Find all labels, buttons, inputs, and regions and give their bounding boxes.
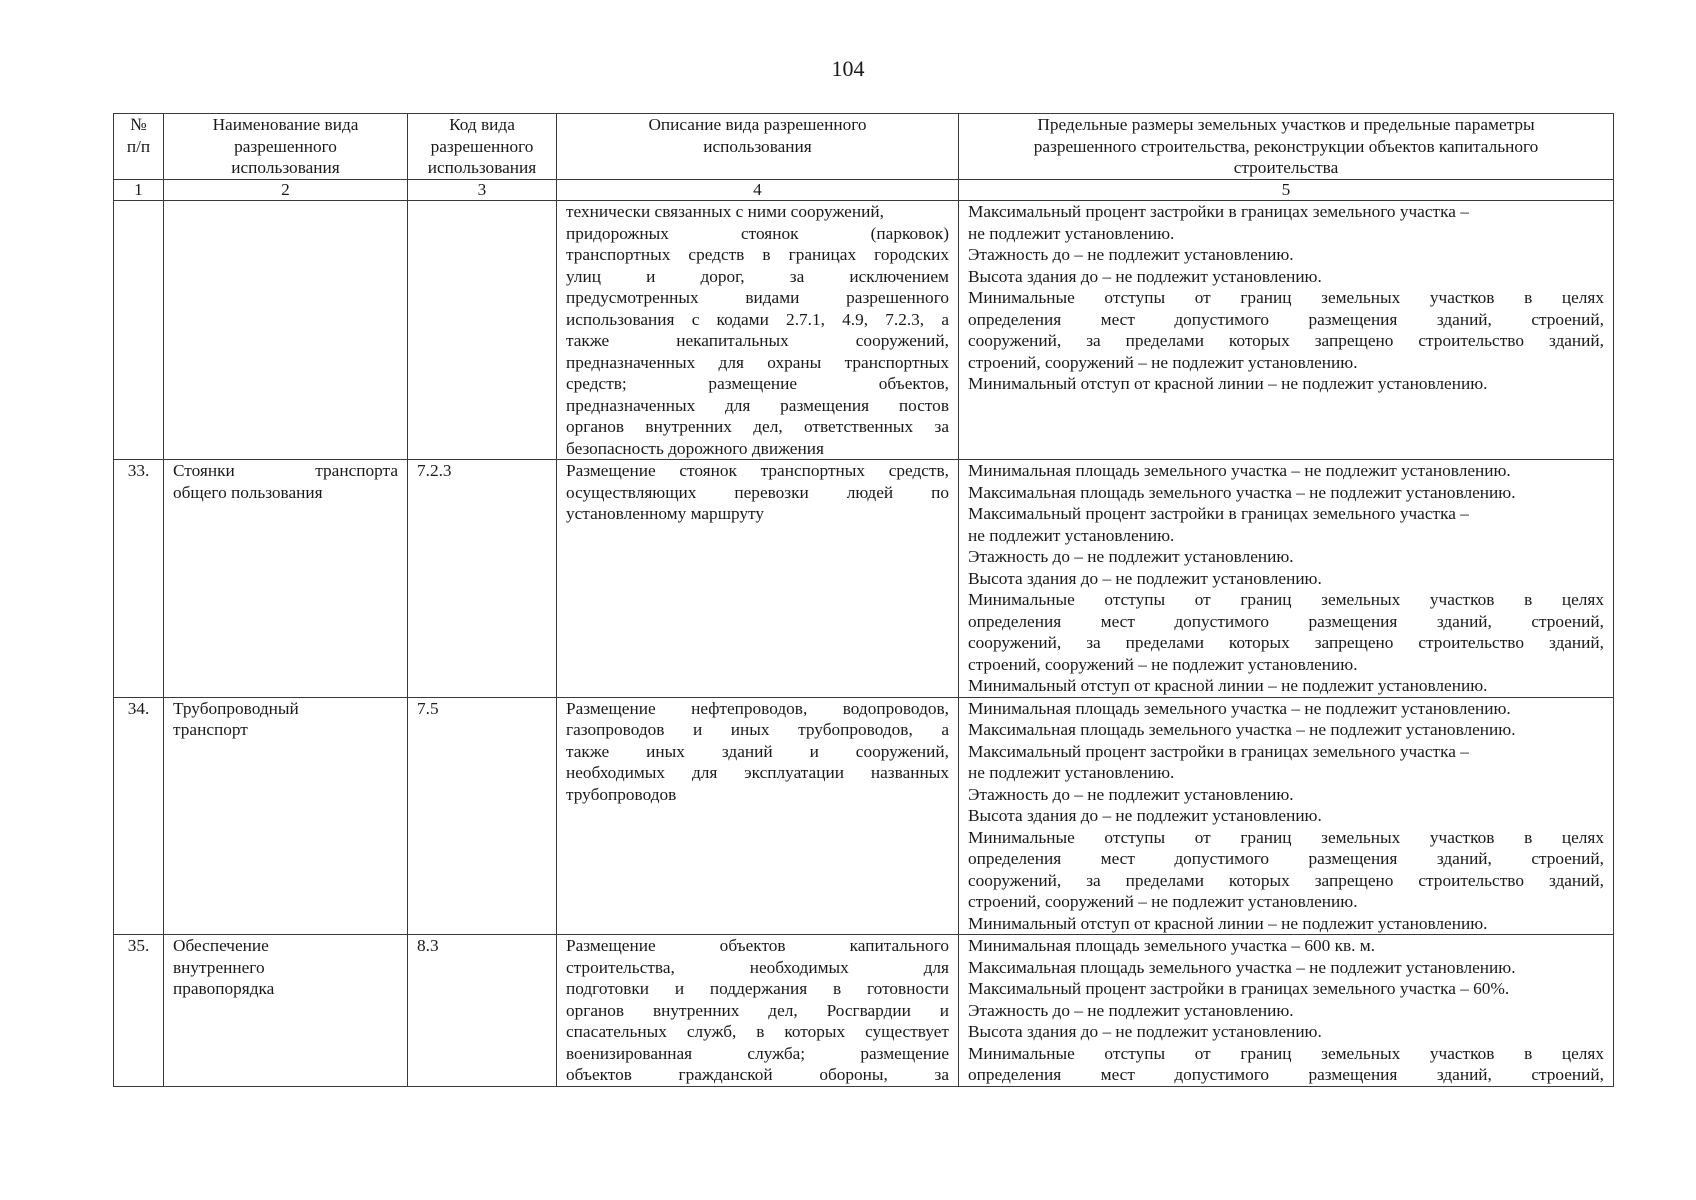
limit-parameters-cell — [959, 697, 1614, 935]
parameter-line: не подлежит установлению. — [968, 763, 1175, 782]
column-number: 3 — [408, 180, 557, 201]
parameter-line: строений, сооружений – не подлежит установлению. — [968, 352, 1358, 372]
description-line: установленному маршруту — [566, 504, 765, 523]
column-number: 2 — [164, 180, 408, 201]
table-row — [114, 201, 1614, 460]
parameter-line: не подлежит установлению. — [968, 223, 1175, 243]
limit-parameters-cell — [959, 201, 1614, 460]
table-row — [114, 697, 1614, 935]
description-line: органов внутренних дел, ответственных за — [566, 417, 949, 436]
header-use-code — [408, 114, 557, 180]
description-line: органов внутренних дел, Росгвардии и — [566, 1000, 949, 1020]
description-line: транспортных средств в границах городских — [566, 245, 949, 264]
parameter-line: не подлежит установлению. — [968, 525, 1175, 545]
description-line: Размещение объектов капитального — [566, 936, 949, 955]
table-body — [114, 201, 1614, 1087]
parameter-line: Максимальный процент застройки в границах земельного участка – 60%. — [968, 979, 1510, 998]
column-number: 5 — [959, 180, 1614, 201]
parameter-line: Минимальные отступы от границ земельных участков в целях — [968, 1043, 1604, 1063]
header-line: Код вида — [449, 115, 515, 134]
use-name-line: Обеспечение — [173, 936, 269, 955]
parameter-line: Этажность до – не подлежит установлению. — [968, 245, 1294, 264]
land-use-table — [113, 113, 1614, 1087]
use-code: 7.2.3 — [408, 460, 557, 698]
parameter-line: Минимальная площадь земельного участка – 600 кв. м. — [968, 936, 1376, 955]
header-line: строительства — [1233, 158, 1339, 177]
table-row — [114, 460, 1614, 698]
description-line: предназначенных для размещения постов — [566, 395, 949, 415]
header-line: разрешенного — [234, 136, 337, 156]
parameter-line: Максимальный процент застройки в границах земельного участка – — [968, 202, 1469, 221]
description-line: также некапитальных сооружений, — [566, 331, 949, 350]
description-line: средств; размещение объектов, — [566, 374, 949, 393]
description-line: также иных зданий и сооружений, — [566, 741, 949, 761]
description-line: трубопроводов — [566, 784, 677, 804]
use-description-cell — [557, 460, 959, 698]
header-line: п/п — [126, 136, 151, 156]
parameter-line: Минимальные отступы от границ земельных участков в целях — [968, 590, 1604, 609]
description-line: Размещение стоянок транспортных средств, — [566, 461, 949, 480]
parameter-line: сооружений, за пределами которых запрещено строительство зданий, — [968, 870, 1604, 890]
use-description-cell — [557, 697, 959, 935]
use-name-cell — [164, 935, 408, 1087]
page-number: 104 — [831, 56, 865, 81]
use-name-line: правопорядка — [173, 979, 275, 998]
header-limit-parameters — [959, 114, 1614, 180]
column-number-row — [114, 180, 1614, 201]
description-line: спасательных служб, в которых существует — [566, 1022, 949, 1041]
use-description-cell — [557, 935, 959, 1087]
description-line: технически связанных с ними сооружений, — [566, 202, 884, 221]
use-description-cell — [557, 201, 959, 460]
description-line: придорожных стоянок (парковок) — [566, 223, 949, 243]
description-line: необходимых для эксплуатации названных — [566, 763, 949, 782]
use-code: 7.5 — [408, 697, 557, 935]
header-line: использования — [427, 158, 537, 177]
parameter-line: Максимальный процент застройки в границах земельного участка – — [968, 504, 1469, 523]
header-line: разрешенного строительства, реконструкции объектов капитального — [1033, 136, 1539, 156]
header-line: № — [130, 115, 147, 134]
description-line: газопроводов и иных трубопроводов, а — [566, 720, 949, 739]
parameter-line: строений, сооружений – не подлежит установлению. — [968, 654, 1358, 674]
parameter-line: определения мест допустимого размещения зданий, строений, — [968, 611, 1604, 631]
parameter-line: Минимальная площадь земельного участка – не подлежит установлению. — [968, 698, 1511, 718]
header-use-description — [557, 114, 959, 180]
use-name-cell — [164, 201, 408, 460]
use-name-line: Стоянки транспорта — [173, 461, 398, 480]
description-line: предназначенных для охраны транспортных — [566, 352, 949, 372]
table-row — [114, 935, 1614, 1087]
description-line: предусмотренных видами разрешенного — [566, 288, 949, 307]
parameter-line: Высота здания до – не подлежит установлению. — [968, 806, 1322, 825]
header-line: Наименование вида — [212, 115, 359, 134]
parameter-line: Максимальный процент застройки в границах земельного участка – — [968, 741, 1469, 761]
limit-parameters-cell — [959, 935, 1614, 1087]
header-line: использования — [703, 136, 812, 156]
description-line: объектов гражданской обороны, за — [566, 1065, 949, 1084]
row-number: 33. — [114, 460, 164, 698]
limit-parameters-cell — [959, 460, 1614, 698]
row-number: 35. — [114, 935, 164, 1087]
use-name-cell — [164, 460, 408, 698]
column-number: 4 — [557, 180, 959, 201]
use-code: 8.3 — [408, 935, 557, 1087]
parameter-line: Максимальная площадь земельного участка – не подлежит установлению. — [968, 957, 1516, 977]
description-line: улиц и дорог, за исключением — [566, 266, 949, 286]
parameter-line: строений, сооружений – не подлежит установлению. — [968, 892, 1358, 911]
header-number — [114, 114, 164, 180]
table-header-row — [114, 114, 1614, 180]
use-name-line: Трубопроводный — [173, 698, 299, 718]
parameter-line: сооружений, за пределами которых запрещено строительство зданий, — [968, 331, 1604, 350]
parameter-line: Этажность до – не подлежит установлению. — [968, 1000, 1294, 1020]
parameter-line: Максимальная площадь земельного участка – не подлежит установлению. — [968, 482, 1516, 502]
parameter-line: Высота здания до – не подлежит установлению. — [968, 266, 1322, 286]
column-number: 1 — [114, 180, 164, 201]
parameter-line: Минимальный отступ от красной линии – не подлежит установлению. — [968, 913, 1488, 933]
parameter-line: определения мест допустимого размещения зданий, строений, — [968, 309, 1604, 329]
parameter-line: сооружений, за пределами которых запрещено строительство зданий, — [968, 633, 1604, 652]
parameter-line: Минимальная площадь земельного участка – не подлежит установлению. — [968, 461, 1511, 480]
header-line: разрешенного — [430, 136, 534, 156]
parameter-line: Минимальные отступы от границ земельных участков в целях — [968, 288, 1604, 307]
row-number: 34. — [114, 697, 164, 935]
parameter-line: Высота здания до – не подлежит установлению. — [968, 1022, 1322, 1041]
use-code — [408, 201, 557, 460]
use-name-line: общего пользования — [173, 482, 323, 502]
description-line: осуществляющих перевозки людей по — [566, 482, 949, 502]
parameter-line: Минимальный отступ от красной линии – не подлежит установлению. — [968, 374, 1488, 393]
description-line: подготовки и поддержания в готовности — [566, 979, 949, 998]
parameter-line: Максимальная площадь земельного участка – не подлежит установлению. — [968, 720, 1516, 739]
parameter-line: Минимальные отступы от границ земельных участков в целях — [968, 827, 1604, 847]
header-line: Описание вида разрешенного — [648, 115, 867, 134]
parameter-line: определения мест допустимого размещения зданий, строений, — [968, 849, 1604, 868]
use-name-cell — [164, 697, 408, 935]
row-number — [114, 201, 164, 460]
header-line: использования — [231, 158, 340, 177]
use-name-line: транспорт — [173, 720, 248, 739]
description-line: строительства, необходимых для — [566, 957, 949, 977]
use-name-line: внутреннего — [173, 957, 265, 977]
header-line: Предельные размеры земельных участков и предельные параметры — [1037, 115, 1535, 134]
parameter-line: Высота здания до – не подлежит установлению. — [968, 568, 1322, 588]
description-line: безопасность дорожного движения — [566, 438, 824, 458]
parameter-line: Минимальный отступ от красной линии – не подлежит установлению. — [968, 676, 1488, 695]
parameter-line: Этажность до – не подлежит установлению. — [968, 547, 1294, 566]
parameter-line: определения мест допустимого размещения зданий, строений, — [968, 1065, 1604, 1084]
description-line: Размещение нефтепроводов, водопроводов, — [566, 698, 949, 718]
parameter-line: Этажность до – не подлежит установлению. — [968, 784, 1294, 804]
description-line: военизированная служба; размещение — [566, 1043, 949, 1063]
header-use-name — [164, 114, 408, 180]
description-line: использования с кодами 2.7.1, 4.9, 7.2.3, а — [566, 309, 949, 329]
